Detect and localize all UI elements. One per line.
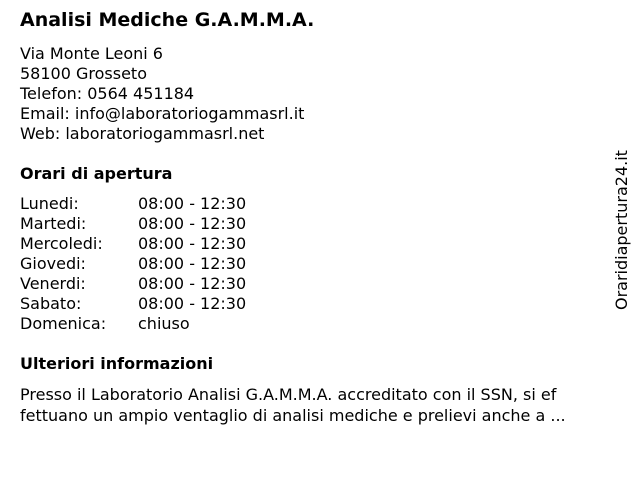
info-heading: Ulteriori informazioni (20, 354, 214, 373)
hours-day: Mercoledi: (20, 234, 103, 253)
hours-day: Martedi: (20, 214, 87, 233)
hours-day: Giovedi: (20, 254, 86, 273)
hours-time: 08:00 - 12:30 (138, 274, 247, 293)
web-line: Web: laboratoriogammasrl.net (20, 124, 265, 143)
hours-day: Venerdi: (20, 274, 86, 293)
hours-heading: Orari di apertura (20, 164, 173, 183)
phone-line: Telefon: 0564 451184 (20, 84, 195, 103)
hours-time: 08:00 - 12:30 (138, 214, 247, 233)
hours-time: 08:00 - 12:30 (138, 194, 247, 213)
hours-day: Sabato: (20, 294, 82, 313)
hours-day: Lunedi: (20, 194, 79, 213)
contact-block (20, 44, 304, 144)
address-city: 58100 Grosseto (20, 64, 147, 83)
hours-time: 08:00 - 12:30 (138, 294, 247, 313)
info-description (20, 384, 620, 426)
business-name: Analisi Mediche G.A.M.M.A. (20, 9, 315, 31)
hours-time: chiuso (138, 314, 190, 333)
address-street: Via Monte Leoni 6 (20, 44, 163, 63)
hours-time: 08:00 - 12:30 (138, 254, 247, 273)
site-watermark: Oraridiapertura24.it (612, 150, 631, 310)
info-line-2: fettuano un ampio ventaglio di analisi mediche e prelievi anche a ... (20, 406, 566, 425)
hours-day: Domenica: (20, 314, 107, 333)
info-line-1: Presso il Laboratorio Analisi G.A.M.M.A. accreditato con il SSN, si ef (20, 385, 557, 404)
email-line: Email: info@laboratoriogammasrl.it (20, 104, 305, 123)
hours-time: 08:00 - 12:30 (138, 234, 247, 253)
